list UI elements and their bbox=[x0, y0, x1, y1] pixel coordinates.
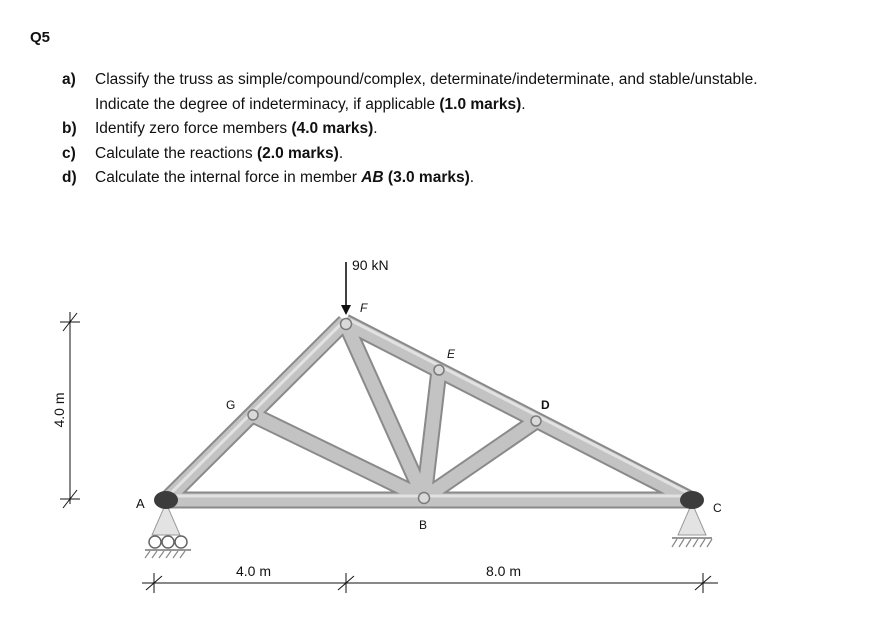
pin-E bbox=[434, 365, 444, 375]
member-DB bbox=[424, 421, 536, 498]
span-left-label: 4.0 m bbox=[236, 563, 272, 579]
part-c-label: c) bbox=[62, 144, 76, 162]
part-d-end: . bbox=[469, 169, 475, 186]
part-c-marks: (2.0 marks) bbox=[256, 144, 339, 162]
joint-label-A: A bbox=[136, 496, 145, 511]
part-c-body: Calculate the reactions bbox=[95, 144, 257, 162]
part-b-label: b) bbox=[62, 120, 77, 137]
member-EB bbox=[424, 370, 439, 498]
pin-F bbox=[341, 319, 352, 330]
load-label: 90 kN bbox=[352, 257, 389, 273]
part-c-end: . bbox=[338, 144, 344, 162]
part-a-label: a) bbox=[62, 71, 76, 88]
part-d-label: d) bbox=[62, 169, 77, 186]
joint-label-C: C bbox=[713, 501, 722, 515]
joint-label-E: E bbox=[447, 347, 456, 361]
member-FC bbox=[345, 322, 692, 500]
part-d-member: AB bbox=[361, 169, 384, 186]
part-a-line1: Classify the truss as simple/compound/complex, determinate/indeterminate, and stable/unstable. bbox=[95, 71, 758, 88]
part-d-marks: (3.0 marks) bbox=[387, 169, 470, 186]
part-b-end: . bbox=[373, 120, 378, 137]
joint-label-D: D bbox=[541, 398, 550, 412]
joint-label-B: B bbox=[419, 518, 428, 532]
question-number: Q5 bbox=[30, 29, 51, 46]
pin-D bbox=[531, 416, 541, 426]
part-d-body: Calculate the internal force in member bbox=[95, 169, 362, 186]
joint-label-F: F bbox=[360, 301, 368, 315]
span-dimension bbox=[142, 573, 718, 593]
pin-B bbox=[419, 493, 430, 504]
part-b-body: Identify zero force members bbox=[95, 120, 292, 137]
part-a-line2-text: Indicate the degree of indeterminacy, if applicable bbox=[95, 95, 440, 113]
joint-label-G: G bbox=[226, 398, 236, 412]
part-a-marks: (1.0 marks) bbox=[439, 95, 522, 113]
part-b-marks: (4.0 marks) bbox=[291, 120, 374, 137]
pin-G bbox=[248, 410, 258, 420]
span-right-label: 8.0 m bbox=[486, 563, 522, 579]
height-dimension-label: 4.0 m bbox=[51, 392, 67, 428]
part-a-end: . bbox=[521, 95, 526, 113]
